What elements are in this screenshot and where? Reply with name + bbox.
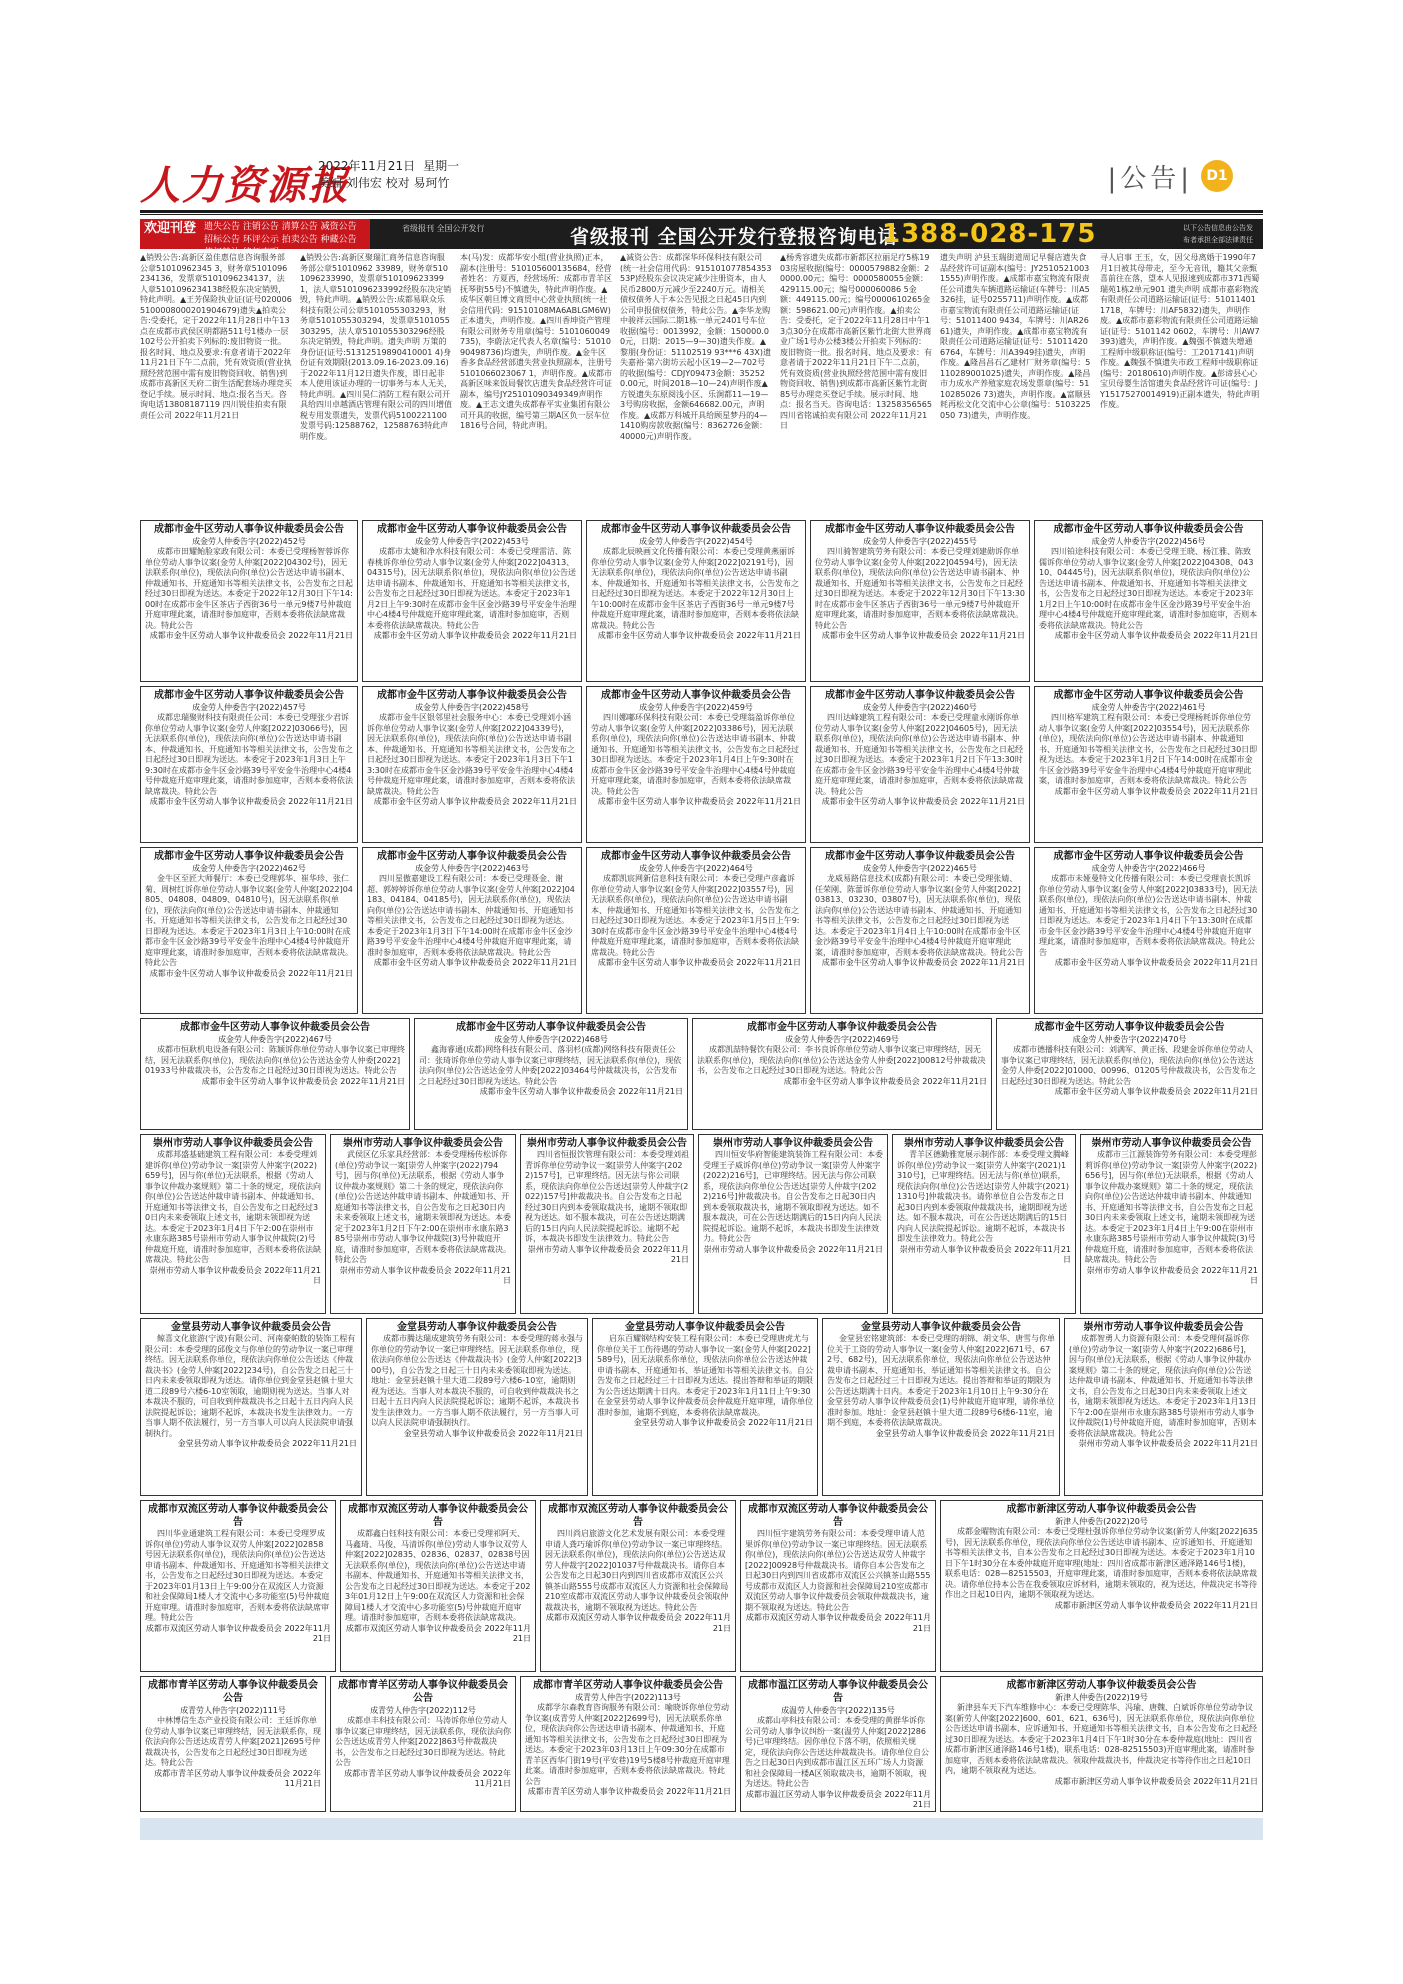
notice-box — [586, 520, 806, 682]
notice-number: 成金劳人仲委告字(2022)457号 — [192, 703, 306, 712]
notice-box — [740, 1676, 936, 1812]
notice-body: 四川星傲嘉建设工程有限公司：本委已受理聂金、谢超、郭婷婷诉你单位劳动人事争议案(金劳人仲案[2022]04183、04184、04185号)，因无法联系你(单位)，现依法向你(单位)公告送达申请书副本、仲裁通知书、开庭通知书等相关法律文书，公告发布之日起经过30日即视为送达。本委定于2023年1月3日下午14:00时在成都市金牛区金沙路39号平安金牛治理中心4楼4号仲裁庭开庭审理此案，请准时参加庭审，否则本委将依法缺席裁决。特此公告 — [367, 874, 575, 957]
notice-title: 成都市金牛区劳动人事争议仲裁委员会公告 — [601, 851, 791, 862]
notice-box — [592, 1318, 818, 1496]
notice-box — [1064, 1318, 1263, 1496]
notice-body: 成都市金牛区银邻里社会服务中心：本委已受理刘小涵诉你单位劳动人事争议案(金劳人仲案[2022]04339号)，因无法联系你(单位)，现依法向你(单位)公告送达申请书副本、仲裁通知书、开庭通知书等相关法律文书，公告发布之日起经过30日即视为送达。本委定于2023年1月3日下午13:30时在成都市金牛区金沙路39号平安金牛治理中心4楼4号仲裁庭开庭审理此案，请准时参加庭审，否则本委将依法缺席裁决。特此公告 — [367, 713, 575, 796]
notice-title: 成都市金牛区劳动人事争议仲裁委员会公告 — [154, 524, 344, 535]
notice-box — [810, 686, 1030, 843]
notice-title: 崇州市劳动人事争议仲裁委员会公告 — [153, 1138, 313, 1149]
notice-body: 四川恒宇建筑劳务有限公司：本委受理申请人范果诉你(单位)劳动争议一案已审理终结。因无法联系你(单位)，现依法向你(单位)公告送达双劳人仲裁字[2022]00928号仲裁裁决书。请你自本公告发布之日起30日内到四川省成都市双流区公兴镇茶山路555号成都市双流区人力资源和社会保障局210室成都市双流区劳动人事争议仲裁委员会领取仲裁裁决书，逾期不领取视为送达。特此公告 — [745, 1529, 931, 1612]
notice-box — [140, 686, 358, 843]
notice-box — [940, 1500, 1263, 1672]
notice-signature: 成都市金牛区劳动人事争议仲裁委员会 2022年11月21日 — [821, 958, 1025, 967]
notice-number: 成金劳人仲委告字(2022)467号 — [218, 1035, 332, 1044]
notice-signature: 崇州市劳动人事争议仲裁委员会 2022年11月21日 — [527, 1244, 689, 1264]
notice-box — [892, 1134, 1076, 1314]
notice-signature: 成都市金牛区劳动人事争议仲裁委员会 2022年11月21日 — [373, 797, 577, 806]
notice-body: 成都邦盛基础建筑工程有限公司：本委受理刘建诉你(单位)劳动争议一案[崇劳人仲案字(2022)659号]，因与你(单位)无法联系，根据《劳动人事争议仲裁办案规则》第二十条的规定，现依法向你(单位)公告送达仲裁申请书副本、仲裁通知书、开庭通知书等法律文书，自公告发布之日起经过30日内未来委领取上述文书，逾期未领即视为送达。本委定于2023年1月4日下午2:00在崇州市永康东路385号崇州市劳动人事争议仲裁院(2)号仲裁庭开庭，请准时参加庭审，否则本委将依法缺席裁决。特此公告 — [145, 1150, 321, 1264]
notice-body: 成都市德播科技有限公司：刘满军、黄正扬、段建金诉你单位劳动人事争议案已审理终结，因无法联系你(单位)，现依法向你(单位)公告送达金劳人仲委[2022]01000、00996、01205号仲裁裁决书，公告发布之日起经过30日即视为送达。特此公告 — [1001, 1045, 1256, 1086]
notice-body: 成都凯宸网新信息科技有限公司：本委已受理卢彦鑫诉你单位劳动人事争议案(金劳人仲案[2022]03557号)，因无法联系你(单位)，现依法向你(单位)公告送达申请书副本、仲裁通知书、开庭通知书等相关法律文书，公告发布之日起经过30日即视为送达。本委定于2023年1月5日上午9:30时在成都市金牛区金沙路39号平安金牛治理中心4楼4号仲裁庭开庭审理此案，请准时参加庭审，否则本委将依法缺席裁决。特此公告 — [591, 874, 800, 957]
notice-body: 四川尚启旅游文化艺术发展有限公司：本委受理申请人龚巧瑜诉你(单位)劳动争议一案已审理终结。因无法联系你(单位)，现依法向你(单位)公告送达双劳人仲裁字[2022]01037号仲裁裁决书。请你自本公告发布之日起30日内到四川省成都市双流区公兴镇茶山路555号成都市双流区人力资源和社会保障局210室成都市双流区劳动人事争议仲裁委员会领取仲裁裁决书，逾期不领取视为送达。特此公告 — [545, 1529, 729, 1612]
banner-kinds: 遗失公告 注销公告 清算公告 减资公告 招标公告 环评公示 拍卖公告 种藏公告 — [204, 222, 357, 245]
banner-small-text: 省级报刊 全国公开发行 — [402, 224, 485, 233]
notice-box — [140, 1676, 326, 1812]
ad-banner — [140, 219, 1263, 249]
notice-signature: 成都市金牛区劳动人事争议仲裁委员会 2022年11月21日 — [597, 631, 801, 640]
notice-title: 金堂县劳动人事争议仲裁委员会公告 — [171, 1322, 331, 1333]
notice-title: 成都市双流区劳动人事争议仲裁委员会公告 — [348, 1504, 528, 1528]
notice-title: 金堂县劳动人事争议仲裁委员会公告 — [397, 1322, 557, 1333]
notice-signature: 成都市青羊区劳动人事争议仲裁委员会 2022年11月21日 — [527, 1787, 731, 1796]
notice-title: 金堂县劳动人事争议仲裁委员会公告 — [625, 1322, 785, 1333]
notice-box — [520, 1134, 694, 1314]
notice-body: 四川格军建筑工程有限公司：本委已受理杨耗诉你单位劳动人事争议案(金劳人仲案[2022]03554号)，因无法联系你(单位)，现依法向你(单位)公告送达申请书副本、仲裁通知书、开庭通知书等相关法律文书，公告发布之日起经过30日即视为送达。本委定于2023年1月2日下午14:00时在成都市金牛区金沙路39号平安金牛治理中心4楼4号仲裁庭开庭审理此案，请准时参加庭审，否则本委将依法缺席裁决。特此公告 — [1039, 713, 1258, 785]
notice-title: 成都市金牛区劳动人事争议仲裁委员会公告 — [1053, 851, 1244, 862]
strip-column: 本(马)发：成都华安小组(营业执照)正本，副本(注册号：510105600135684，经营者姓名：方夏西，经营场所：成都市青羊区抚琴街55号)不慎遗失，特此声明作废。▲成华区朝旦博文商贸中心营业执照(统一社会信用代码：91510108MA6ABLGM6W)正本遗失，声明作废。▲四川香坤资产管理有限公司财务专用章(编号：5101060049 735)，李蔚法定代表人名章(编号：5101090498736)均遗失，声明作废。▲金牛区香多食品经营部遗失营业执照副本，注册号5101066023067 1，声明作废。▲成都市高新区味来饭局餐饮店遗失食品经营许可证副本，编号JY25101090349349声明作废。▲王志文遗失成都春平实业集团有限公司开具的收据，编号第三期A区负一层车位1816号合同，特此声明。 — [460, 253, 612, 430]
notice-number: 成金劳人仲委告字(2022)454号 — [639, 537, 753, 546]
notice-box — [414, 1018, 688, 1130]
notice-body: 成都鑫白钰科技有限公司：本委已受理祁阿天、马鑫琦、马俊、马清诉你(单位)劳动人事争议双劳人仲案[2022]02835、02836、02837、02838号因无法联系你(单位)，现依法向你(单位)公告送达申请书副本、仲裁通知书、开庭通知书等相关法律文书，公告发布之日起经过30日即视为送达。本委定于2023年01月12日上午9:00在双流区人力资源和社会保障局1楼人才交流中心多功能室(5)号仲裁庭开庭审理。请准时参加庭审，否则本委将依法缺席裁决。 — [345, 1529, 531, 1622]
notice-body: 成都市恒耿机电设备有限公司：陈颖诉你单位劳动人事争议案已审理终结，因无法联系你(单位)，现依法向你(单位)公告送达金劳人仲委[2022]01933号仲裁裁决书，公告发布之日起经过30日即视为送达。特此公告 — [145, 1045, 405, 1075]
banner-left-block — [140, 219, 370, 249]
notice-body: 成都市田耀鲐脸家政有限公司：本委已受理杨智蓉诉你单位劳动人事争议案(金劳人仲案[2022]04302号)，因无法联系你(单位)，现依法向你(单位)公告送达申请书副本、仲裁通知书、开庭通知书等相关法律文书，公告发布之日起经过30日即视为送达。本委定于2022年12月30日下午14:00时在成都市金牛区茶店子西街36号一单元9楼7号仲裁庭开庭审理此案，请准时参加庭审，否则本委将依法缺席裁决。特此公告 — [145, 547, 353, 630]
notice-title: 崇州市劳动人事争议仲裁委员会公告 — [904, 1138, 1064, 1149]
notice-number: 成青劳人仲告字(2022)113号 — [575, 1693, 681, 1702]
notice-box — [362, 520, 582, 682]
notice-signature: 成都市青羊区劳动人事争议仲裁委员会 2022年11月21日 — [154, 1768, 321, 1788]
notice-box — [692, 1018, 992, 1130]
notice-title: 成都市金牛区劳动人事争议仲裁委员会公告 — [377, 690, 567, 701]
strip-column: ▲销毁公告:高新区盈佳惠信息咨询服务部公章51010962345 3，财务章5101096234136，发票章5101096234137，法人章5101096234138经股东决定销毁，特此声明。▲王芳保险执业证(证号0200065100008000201904679)遗失▲拍卖公告:受委托，定于2022年11月28日中午13点在成都市武侯区明都路511号1楼办一层102号公开拍卖下列标的:废旧物资一批。报名时间、地点及要求:有意者请于2022年11月21日下午二点前，凭有效资质(营业执照经营范围中需有废旧物资回收、销售)到成都市高新区天府二街生活配套场办理竞买登记手续。展示时间、地点:报名当天。咨询电话13808187119 四川锐佳拍卖有限责任公司 2022年11月21日 — [140, 253, 292, 420]
masthead-rule — [140, 210, 1263, 213]
notice-number: 成金劳人仲委告字(2022)458号 — [415, 703, 529, 712]
notice-body: 四川恒安华府智能建筑装饰工程有限公司：本委受理王子威诉你(单位)劳动争议一案[崇劳人仲案字(2022)216号]，已审理终结。因无法与你公司联系，现依法向你单位公告送达[崇劳人仲裁字(2022)216号]仲裁裁决书。自公告发布之日起30日内到本委领取裁决书，逾期不领取即视为送达。如不服本裁决，可在公告送达期满后的15日内向人民法院提起诉讼。逾期不起诉，本裁决书即发生法律效力。特此公告 — [703, 1150, 883, 1243]
notice-box — [362, 686, 582, 843]
notice-title: 崇州市劳动人事争议仲裁委员会公告 — [343, 1138, 503, 1149]
notice-box — [586, 686, 806, 843]
notice-box — [940, 1676, 1263, 1812]
notice-box — [822, 1318, 1060, 1496]
notice-title: 成都市新津区劳动人事争议仲裁委员会公告 — [1006, 1680, 1197, 1691]
notice-signature: 金堂县劳动人事争议仲裁委员会 2022年11月21日 — [633, 1418, 813, 1427]
notice-signature: 成都市新津区劳动人事争议仲裁委员会 2022年11月21日 — [1054, 1776, 1258, 1786]
strip-column: 遗失声明 泸县玉瑞街道周记早餐店遗失食品经营许可证副本(编号：JY25105210031555)声明作废。▲成都市嘉宝物流有限责任公司遗失车辆道路运输证(车牌号：川A5326挂，证号0255711)声明作废。▲成都市嘉宝物流有限责任公司道路运输证(证号：51011400 9434，车牌号：川AR2661)遗失，声明作废。▲成都市嘉宝物流有限责任公司道路运输证(证号：51011420 6764，车牌号：川A3949挂)遗失，声明作废。▲隆昌昌石乙建材厂财务章(编号：5110289001025)遗失，声明作废。▲隆昌市力成水产养殖家庭农场发票章(编号：5110285026 73)遗失，声明作废。▲富顺县耗再松文化交流中心公章(编号：5103225050 73)遗失，声明作废。 — [940, 253, 1091, 420]
notice-signature: 成都市金牛区劳动人事争议仲裁委员会 2022年11月21日 — [373, 631, 577, 640]
notice-body: 成都市三江源装饰劳务有限公司：本委受理彭莉诉你(单位)劳动争议一案[崇劳人仲案字(2022)656号]，因与你(单位)无法联系，根据《劳动人事争议仲裁办案规则》第二十条的规定，现依法向你(单位)公告送达仲裁申请书副本、仲裁通知书、开庭通知书等法律文书，自公告发布之日起30日内未来委领取上述文书，逾期未领即视为送达。本委定于2023年1月4日上午9:00在崇州市永康东路385号崇州市劳动人事争议仲裁院(3)号仲裁庭开庭，请准时参加庭审，否则本委将依法缺席裁决。特此公告 — [1085, 1150, 1257, 1264]
notice-body: 四川娜嘟环保科技有限公司：本委已受理翁盈诉你单位劳动人事争议案(金劳人仲案[2022]03386号)，因无法联系你(单位)，现依法向你(单位)公告送达申请书副本、仲裁通知书、开庭通知书等相关法律文书，公告发布之日起经过30日即视为送达。本委定于2023年1月4日上午9:30时在成都市金牛区金沙路39号平安金牛治理中心4楼4号仲裁庭开庭审理此案，请准时参加庭审，否则本委将依法缺席裁决。特此公告 — [591, 713, 799, 796]
notice-signature: 成都市金牛区劳动人事争议仲裁委员会 2022年11月21日 — [597, 958, 801, 967]
notice-signature: 成都市双流区劳动人事争议仲裁委员会 2022年11月21日 — [745, 1613, 931, 1633]
notice-number: 成金劳人仲委告字(2022)455号 — [863, 537, 977, 546]
notice-body: 新津县车天下汽车维修中心：本委已受理陈华、冯瑜、唐魏、白斌诉你单位劳动争议案(新劳人仲案[2022]600、601、621、636号)，因无法联系你单位，现依法向你单位公告送达申请书副本、应诉通知书、开庭通知书等相关法律文书，自本公告发布之日起经过30日即视为送达。本委定于2023年1月4日下午1时30分在本委仲裁庭(地址：四川省成都市新津区通泽路146号1楼)，联系电话：028-82515503)开庭审理此案，请准时参加庭审，否则本委将依法缺席裁决。领取仲裁裁决书，仲裁决定书等待作出之日起10日内，逾期不领取视为送达。 — [945, 1703, 1257, 1775]
banner-main-text: 省级报刊 全国公开发行登报咨询电话 — [570, 226, 898, 248]
notice-body: 青羊区德勤雅宽展示制作部：本委受理文腾峰诉你(单位)劳动争议一案[崇劳人仲案字(2021)1310号]，已审理终结。因无法与你(单位)联系，现依法向你(单位)公告送达[崇劳人仲裁字(2021)1310号]仲裁裁决书。请你单位自公告发布之日起30日内到本委领取仲裁裁决书，逾期即视为送达。如不服本裁决，可在公告送达期满后的15日内向人民法院提起诉讼。逾期不起诉，本裁决书即发生法律效力。特此公告 — [897, 1150, 1069, 1243]
notice-number: 成温劳人仲委告字(2022)135号 — [781, 1706, 895, 1715]
banner-title: 欢迎刊登 — [144, 221, 197, 236]
notice-box — [362, 847, 582, 1014]
notice-title: 成都市金牛区劳动人事争议仲裁委员会公告 — [180, 1022, 370, 1033]
notice-body: 启东百耀钢结构安装工程有限公司：本委已受理唐虎尤与你单位关于工伤待遇的劳动人事争议一案(金劳人仲案[2022]589号)，因无法联系你单位，现依法向你单位公告送达仲裁申请书副本、开庭通知书、举证通知书等相关法律文书。自公告发布之日起经过三十日即视为送达。提出答辩和举证的期限为公告送达期满十日内。本委定于2023年1月11日上午9:30在金堂县劳动人事争议仲裁委员会仲裁庭开庭审理，请你单位准时参加，逾期不到庭，本委将依法缺席裁决。 — [597, 1334, 813, 1417]
notice-number: 成青劳人仲告字(2022)112号 — [370, 1706, 476, 1715]
strip-column: ▲销毁公告:高新区聚瑞汇商务信息咨询服务部公章51010962 33989，财务章5101096233990，发票章5101096233991，法人章5101096233992经股东决定销毁，特此声明。▲销毁公告:成都易联众乐科技有限公司公章5101055303293，财务章5101055303294，发票章5101055303295，法人章5101055303296经股东决定销毁，特此声明。遗失声明 万策的身份证(证号:51312519890410001 4)身份证有效期限(2013.09.16-2023.09.16)于2022年11月12日遗失作废，即日起非本人使用该证办理的一切事务与本人无关，特此声明。▲四川昊仁消防工程有限公司开具给四川卓越酒店管理有限公司的四川增值税专用发票遗失，发票代码5100221100发票号码:12588762，12588763特此声明作废。 — [300, 253, 452, 441]
notice-signature: 成都市双流区劳动人事争议仲裁委员会 2022年11月21日 — [345, 1623, 531, 1643]
notice-number: 成金劳人仲委告字(2022)470号 — [1072, 1035, 1187, 1044]
notice-signature: 成都市金牛区劳动人事争议仲裁委员会 2022年11月21日 — [149, 797, 353, 806]
notice-signature: 崇州市劳动人事争议仲裁委员会 2022年11月21日 — [149, 1265, 321, 1285]
notice-number: 成金劳人仲委告字(2022)461号 — [1091, 703, 1206, 712]
strip-column: 寻人启事 王玉，女，因父母离婚于1990年7月1日被其母带走，至今无音讯，籍其父亲甄喜前往在落，望本人见报速到成都市371西蜀瑞苑1栋2单元901 遗失声明 成都市嘉彩物流有限责任公司道路运输证(证号：51011401 1718，车牌号：川AF5832)遗失，声明作废。▲成都市嘉彩物流有限责任公司道路运输证(证号：5101142 0602，车牌号：川AW7393)遗失，声明作废。▲魏强不慎遗失增通工程师中级职称证(编号：工2017141)声明作废。▲魏强不慎遗失市政工程师中级职称证(编号：20180610)声明作废。▲彭谛县心心宝贝母婴生活馆遗失食品经营许可证(编号：JY15175270014919)正副本遗失，特此声明作废。 — [1100, 253, 1260, 409]
notice-title: 成都市金牛区劳动人事争议仲裁委员会公告 — [825, 690, 1015, 701]
notice-number: 新津人仲委告(2022)20号 — [1055, 1517, 1148, 1526]
notice-box — [698, 1134, 888, 1314]
notice-body: 鲸喜文化旅游(宁波)有限公司、河南豪帕数的装饰工程有限公司：本委受理的邱俊文与你单位的劳动争议一案已审理终结。因无法联系你单位，现依法向你单位公告送达《仲裁裁决书》(金劳人仲案[2022]234号)，自公告发之日起三十日内未来委领取即视为送达。请你单位到金堂县赵镇十里大道二段89号六楼6-10室领取，逾期则视为送达。当事人对本裁决不服的，可自收到仲裁裁决书之日起十五日内向人民法院提起诉讼；逾期不起诉，本裁决书发生法律效力。一方当事人期不依法履行，另一方当事人可以向人民法院申请强制执行。 — [145, 1334, 356, 1438]
notice-number: 成金劳人仲委告字(2022)468号 — [494, 1035, 608, 1044]
notice-body: 鑫海睿通(成都)网络科技有限公司、落羽杉(成都)网络科技有限责任公司：张琦诉你单位劳动人事争议案已审理终结，因无法联系你(单位)，现依法向你(单位)公告送达金劳人仲委[2022]03464号仲裁裁决书，公告发布之日起经过30日即视为送达。特此公告 — [419, 1045, 682, 1086]
notice-signature: 成都市温江区劳动人事争议仲裁委员会 2022年11月21日 — [745, 1789, 931, 1809]
notice-box — [140, 1318, 362, 1496]
notice-number: 新津人仲委告(2022)19号 — [1055, 1693, 1148, 1702]
notice-title: 成都市双流区劳动人事争议仲裁委员会公告 — [748, 1504, 928, 1528]
notice-title: 成都市金牛区劳动人事争议仲裁委员会公告 — [1053, 690, 1244, 701]
notice-box — [810, 520, 1030, 682]
notice-number: 成金劳人仲委告字(2022)453号 — [415, 537, 529, 546]
notice-title: 成都市金牛区劳动人事争议仲裁委员会公告 — [154, 690, 344, 701]
notice-box — [140, 1134, 326, 1314]
issue-info — [318, 158, 467, 192]
notice-signature: 成都市金牛区劳动人事争议仲裁委员会 2022年11月21日 — [1054, 786, 1258, 796]
notice-body: 武侯区亿乐家具经营部：本委受理杨传松诉你(单位)劳动争议一案[崇劳人仲案字(2022)794号]，因与你(单位)无法联系，根据《劳动人事争议仲裁办案规则》第二十条的规定，现依法向你(单位)公告送达仲裁申请书副本、仲裁通知书、开庭通知书等法律文书，自公告发布之日起30日内未来委领取上述文书，逾期未领即视为送达。本委定于2023年1月2日下午2:00在崇州市永康东路385号崇州市劳动人事争议仲裁院(3)号仲裁庭开庭，请准时参加庭审，否则本委将依法缺席裁决。特此公告 — [335, 1150, 511, 1264]
notice-title: 崇州市劳动人事争议仲裁委员会公告 — [1091, 1138, 1252, 1149]
notice-signature: 成都市金牛区劳动人事争议仲裁委员会 2022年11月21日 — [149, 968, 353, 978]
notice-box — [540, 1500, 736, 1672]
notice-box — [366, 1318, 588, 1496]
notice-number: 成金劳人仲委告字(2022)460号 — [863, 703, 977, 712]
notice-title: 成都市金牛区劳动人事争议仲裁委员会公告 — [601, 524, 791, 535]
notice-box — [140, 1500, 336, 1672]
notice-body: 成都学尔森教育咨询服务有限公司：喻晓诉你单位劳动争议案(成青劳人仲案[2022]2699号)，因无法联系你单位，现依法向你公告送达申请书副本、仲裁通知书、开庭通知书等相关法律文书，公告发布之日起经过30日即视为送达。本委定于2023年03月13日上午09:30分在成都市青羊区西华门街19号(平安巷)19号5楼8号仲裁庭开庭审理此案。请准时参加庭审，否则本委将依法缺席裁决。特此公告 — [525, 1703, 730, 1786]
masthead-rule-thin — [140, 214, 1263, 215]
notice-signature: 成都市金牛区劳动人事争议仲裁委员会 2022年11月21日 — [149, 631, 353, 640]
notice-body: 成都市太婕和净水科技有限公司：本委已受理雷洁、陈春桃诉你单位劳动人事争议案(金劳人仲案[2022]04313、04315号)，因无法联系你(单位)，现依法向你(单位)公告送达申请书副本、仲裁通知书、开庭通知书等相关法律文书，公告发布之日起经过30日即视为送达。本委定于2023年1月2日上午9:30时在成都市金牛区金沙路39号平安金牛治理中心4楼4号仲裁庭开庭审理此案，请准时参加庭审，否则本委将依法缺席裁决。特此公告 — [367, 547, 577, 630]
notice-body: 成都智勇人力资源有限公司：本委受理何磊诉你(单位)劳动争议一案[崇劳人仲案字(2022)686号]，因与你(单位)无法联系，根据《劳动人事争议仲裁办案规则》第二十条的规定，现依法向你(单位)公告送达仲裁申请书副本、仲裁通知书、开庭通知书等法律文书，自公告发布之日起30日内未来委领取上述文书，逾期未领即视为送达。本委定于2023年1月13日下午2:00在崇州市永康东路385号崇州市劳动人事争议仲裁院(1)号仲裁庭开庭，请准时参加庭审，否则本委将依法缺席裁决。特此公告 — [1069, 1334, 1257, 1438]
notice-body: 成都凯喆特餐饮有限公司：李书良诉你单位劳动人事争议案已审理终结，因无法联系你(单位)，现依法向你(单位)公告送达金劳人仲委[2022]00812号仲裁裁决书，公告发布之日起经过30日即视为送达。特此公告 — [697, 1045, 986, 1075]
banner-right-text: 以下公告信息由公告发布者承担全部法律责任 — [1183, 224, 1253, 244]
notice-title: 成都市金牛区劳动人事争议仲裁委员会公告 — [154, 851, 344, 862]
editors-line: 美编 刘伟宏 校对 易珂竹 — [318, 176, 450, 190]
strip-column: ▲杨秀容遗失成都市新都区拉丽足疗5栋1903房屋收据(编号：0000579882金额：20000.00元；编号：0000580055金额：429115.00元；编号000060086 5金额：449115.00元；编号0000610265金额：598621.00元)声明作废。▲拍卖公告：受委托，定于2022年11月28日中午13点30分在成都市高新区紫竹北街大世界商业广场1号办公楼3楼公开拍卖下列标的：废旧物资一批。报名时间、地点及要求：有意者请于2022年11月21日下午二点前，凭有效资质(营业执照经营范围中需有废旧物资回收、销售)到成都市高新区紫竹北街85号办理竞买登记手续。展示时间、地点：报名当天。咨询电话：13258356565 四川省铭诚拍卖有限公司 2022年11月21日 — [780, 253, 932, 430]
notice-signature: 成都市金牛区劳动人事争议仲裁委员会 2022年11月21日 — [821, 797, 1025, 806]
notice-box — [330, 1676, 516, 1812]
notice-body: 四川华业通建筑工程有限公司：本委已受理罗成诉你(单位)劳动人事争议双劳人仲案[2022]02858号因无法联系你(单位)，现依法向你(单位)公告送达申请书副本、仲裁通知书、开庭通知书等相关法律文书，公告发布之日起经过30日即视为送达。本委定于2023年01月13日上午9:00分在双流区人力资源和社会保障局1楼人才交流中心多功能室(5)号仲裁庭开庭审理。请准时参加庭审，否则本委将依法缺席审理。特此公告 — [145, 1529, 330, 1622]
notice-box — [1034, 847, 1263, 1014]
notice-box — [996, 1018, 1263, 1130]
notice-signature: 成都市金牛区劳动人事争议仲裁委员会 2022年11月21日 — [1054, 958, 1258, 967]
notice-box — [1080, 1134, 1263, 1314]
notice-title: 成都市青羊区劳动人事争议仲裁委员会公告 — [148, 1680, 318, 1704]
notice-box — [340, 1500, 536, 1672]
notice-signature: 成都市金牛区劳动人事争议仲裁委员会 2022年11月21日 — [1054, 1087, 1258, 1096]
notice-signature: 崇州市劳动人事争议仲裁委员会 2022年11月21日 — [339, 1265, 511, 1285]
notice-title: 成都市金牛区劳动人事争议仲裁委员会公告 — [456, 1022, 646, 1033]
notice-box — [140, 520, 358, 682]
notice-title: 成都市双流区劳动人事争议仲裁委员会公告 — [548, 1504, 728, 1528]
notice-signature: 成都市金牛区劳动人事争议仲裁委员会 2022年11月21日 — [1054, 631, 1258, 640]
notice-body: 金堂县宏铭建筑部：本委已受理的胡锦、胡文华、唐雪与你单位关于工资的劳动人事争议一案(金劳人仲案[2022]671号、672号、682号)，因无法联系你单位，现依法向你单位公告送达仲裁申请书副本、开庭通知书、举证通知书等相关法律文书。自公告发布之日起经过三十日即视为送达。提出答辩和举证的期限为公告送达期满十日内。本委定于2023年1月10日上午9:30分在金堂县劳动人事争议仲裁委员会(1)号仲裁庭开庭审理，请你单位准时参加。地址：金堂县赵镇十里大道二段89号6楼6-11室，逾期不到庭，本委将依法缺席裁决。 — [827, 1334, 1055, 1427]
notice-number: 成金劳人仲委告字(2022)465号 — [863, 864, 977, 873]
notice-signature: 成都市金牛区劳动人事争议仲裁委员会 2022年11月21日 — [201, 1076, 405, 1086]
notice-box — [740, 1500, 936, 1672]
notice-box — [140, 1018, 410, 1130]
banner-phone: 1388-028-175 — [882, 219, 1097, 249]
notice-signature: 成都市双流区劳动人事争议仲裁委员会 2022年11月21日 — [145, 1623, 331, 1643]
issue-weekday: 星期一 — [423, 159, 460, 173]
notice-body: 中林博信生态产业投资有限公司：王廷诉你单位劳动人事争议案已审理终结，因无法联系你，现依法向你公告送达成青劳人仲案[2021]2695号仲裁裁决书，公告发布之日起经过30日即视为送达。特此公告 — [145, 1716, 321, 1767]
notice-title: 崇州市劳动人事争议仲裁委员会公告 — [527, 1138, 687, 1149]
notice-body: 成都金曜物流有限公司：本委已受理杜强诉你单位劳动争议案(新劳人仲案[2022]635号)，因无法联系你单位，现依法向你单位公告送达申请书副本、应诉通知书、开庭通知书等相关法律文书，自本公告发布之日起经过30日即视为送达。本委定于2023年1月10日下午1时30分在本委仲裁庭开庭审理(地址：四川省成都市新津区通泽路146号1楼)，联系电话：028—82515503，开庭审理此案，请准时参加庭审，否则本委将依法缺席裁决。请你单位持本公告在我委领取应诉材料，逾期未领取的，视为送达，仲裁决定书等待作出之日起10日内，逾期不领取视为送达。 — [945, 1527, 1258, 1599]
newspaper-logo: 人力资源报 — [140, 162, 350, 209]
notice-body: 成都市未娅曼特文化传播有限公司：本委已受理袁长凯诉你单位劳动人事争议案(金劳人仲案[2022]03833号)，因无法联系你(单位)，现依法向你(单位)公告送达申请书副本、仲裁通知书、开庭通知书等相关法律文书，公告发布之日起经过30日即视为送达。本委定于2023年1月4日下午13:30时在成都市金牛区金沙路39号平安金牛治理中心4楼4号仲裁庭开庭审理此案，请准时参加庭审，否则本委将依法缺席裁决。特此公告 — [1039, 874, 1258, 957]
notice-signature: 成都市金牛区劳动人事争议仲裁委员会 2022年11月21日 — [373, 958, 577, 967]
notice-box — [586, 847, 806, 1014]
notice-body: 四川铂途科技有限公司：本委已受理王晓、杨江雅、陈致儒诉你单位劳动人事争议案(金劳人仲案[2022]04308、04310、04445号)，因无法联系你(单位)，现依法向你(单位)公告送达申请书副本、仲裁通知书、开庭通知书等相关法律文书，公告发布之日起经过30日即视为送达。本委定于2023年1月2日上午10:00时在成都市金牛区金沙路39号平安金牛治理中心4楼4号仲裁庭开庭审理此案，请准时参加庭审，否则本委将依法缺席裁决。特此公告 — [1039, 547, 1258, 630]
notice-title: 金堂县劳动人事争议仲裁委员会公告 — [861, 1322, 1021, 1333]
notice-body: 四川达峰建筑工程有限公司：本委已受理童永刚诉你单位劳动人事争议案(金劳人仲案[2022]04605号)，因无法联系你(单位)，现依法向你(单位)公告送达申请书副本、仲裁通知书、开庭通知书等相关法律文书，公告发布之日起经过30日即视为送达。本委定于2023年1月2日下午13:30时在成都市金牛区金沙路39号平安金牛治理中心4楼4号仲裁庭开庭审理此案，请准时参加庭审，否则本委将依法缺席裁决。特此公告 — [815, 713, 1023, 796]
notice-body: 成都忠瑞聚财科技有限责任公司：本委已受理张少君诉你单位劳动人事争议案(金劳人仲案[2022]03066号)，因无法联系你(单位)，现依法向你(单位)公告送达申请书副本、仲裁通知书、开庭通知书等相关法律文书，公告发布之日起经过30日即视为送达。本委定于2023年1月3日上午9:30时在成都市金牛区金沙路39号平安金牛治理中心4楼4号仲裁庭开庭审理此案，请准时参加庭审，否则本委将依法缺席裁决。特此公告 — [145, 713, 353, 796]
notice-number: 成金劳人仲委告字(2022)469号 — [785, 1035, 899, 1044]
notice-box — [520, 1676, 736, 1812]
notice-signature: 金堂县劳动人事争议仲裁委员会 2022年11月21日 — [177, 1439, 357, 1448]
notice-signature: 崇州市劳动人事争议仲裁委员会 2022年11月21日 — [1078, 1439, 1258, 1448]
notice-title: 成都市金牛区劳动人事争议仲裁委员会公告 — [1053, 524, 1244, 535]
footer-band — [140, 1818, 1263, 1840]
notice-signature: 成都市双流区劳动人事争议仲裁委员会 2022年11月21日 — [545, 1613, 731, 1633]
notice-signature: 崇州市劳动人事争议仲裁委员会 2022年11月21日 — [703, 1244, 883, 1254]
notice-signature: 成都市金牛区劳动人事争议仲裁委员会 2022年11月21日 — [821, 631, 1025, 640]
notice-signature: 成都市金牛区劳动人事争议仲裁委员会 2022年11月21日 — [597, 797, 801, 806]
notice-number: 成金劳人仲委告字(2022)462号 — [192, 864, 306, 873]
notice-signature: 金堂县劳动人事争议仲裁委员会 2022年11月21日 — [875, 1428, 1055, 1438]
notice-title: 成都市温江区劳动人事争议仲裁委员会公告 — [748, 1680, 928, 1704]
notice-title: 成都市金牛区劳动人事争议仲裁委员会公告 — [377, 524, 567, 535]
notice-box — [810, 847, 1030, 1014]
notice-title: 崇州市劳动人事争议仲裁委员会公告 — [1083, 1322, 1244, 1333]
notice-body: 成都北辰映画文化传播有限公司：本委已受理黄燕丽诉你单位劳动人事争议案(金劳人仲案[2022]02191号)，因无法联系你(单位)，现依法向你(单位)公告送达申请书副本、仲裁通知书、开庭通知书等相关法律文书，公告发布之日起经过30日即视为送达。本委定于2022年12月30日上午10:00时在成都市金牛区茶店子西街36号一单元9楼7号仲裁庭开庭审理此案，请准时参加庭审，否则本委将依法缺席裁决。特此公告 — [591, 547, 799, 630]
issue-date: 2022年11月21日 — [318, 159, 416, 173]
notice-number: 成金劳人仲委告字(2022)452号 — [192, 537, 306, 546]
notice-number: 成金劳人仲委告字(2022)459号 — [639, 703, 753, 712]
notice-body: 四川省恒报饮管理有限公司：本委受理刘祖青诉你单位劳动争议一案[崇劳人仲案字(2022)157号]，已审理终结。因无法与你公司联系，现依法向你单位公告送达[崇劳人仲裁字(2022)157号]仲裁裁决书。自公告发布之日起经过30日内到本委领取裁决书，逾期不领取即视为送达。如不服本裁决，可在公告送达期满后的15日内向人民法院提起诉讼。逾期不起诉，本裁决书即发生法律效力。特此公告 — [525, 1150, 689, 1243]
notice-box — [330, 1134, 516, 1314]
notice-title: 成都市金牛区劳动人事争议仲裁委员会公告 — [825, 524, 1015, 535]
notice-body: 成都山亭科技有限公司：本委受理的黄群华诉你公司劳动人事争议纠纷一案(温劳人仲案[2022]286号)已审理终结。因你单位下落不明，依照相关规定，现依法向你公告送达仲裁裁决书。请你单位自公告之日起30日内到成都市温江区五环广场人力资源和社会保障局一楼A区领取裁决书，逾期不领取，视为送达。特此公告 — [745, 1716, 929, 1788]
notice-body: 龙威易路信息技术(成都)有限公司：本委已受理张婧、任荣刚、陈蕾诉你单位劳动人事争议案(金劳人仲案[2022]03813、03230、03807号)，因无法联系你(单位)，现依法向你(单位)公告送达申请书副本、仲裁通知书、开庭通知书等相关法律文书，公告发布之日起经过30日即视为送达。本委定于2023年1月4日上午10:00时在成都市金牛区金沙路39号平安金牛治理中心4楼4号仲裁庭开庭审理此案，请准时参加庭审，否则本委将依法缺席裁决。特此公告 — [815, 874, 1023, 957]
notice-number: 成金劳人仲委告字(2022)463号 — [415, 864, 529, 873]
notice-box — [1034, 686, 1263, 843]
notice-number: 成金劳人仲委告字(2022)464号 — [639, 864, 753, 873]
strip-column: ▲减资公告：成都深华环保科技有限公司(统一社会信用代码：91510107785435353P)经股东会议决定减少注册资本，由人民币2800万元减少至2240万元。请相关债权债务人于本公告见报之日起45日内到公司申报债权债务，特此公告。▲李华龙购中骏祥云国际二期1栋一单元2401号车位收据(编号：0013992，金额：150000.00元，日期：2015—9—30)遗失作废。▲黎朋(身份证：51102519 93***6 43X)遗失嘉裕·第六街坊云起小区19—2—702号的收据(编号：CDJY09473金额：352520.00元，时间2018—10—24)声明作废▲方锐遗失东原阅浅小区、乐涧都11—19—3号购房收据，金额646682.00元，声明作废。▲成都万科城开具给顾星梦丹的4—1410购房款收据(编号：8362726金额：40000元)声明作废。 — [620, 253, 772, 441]
notice-title: 成都市金牛区劳动人事争议仲裁委员会公告 — [825, 851, 1015, 862]
notice-signature: 成都市青羊区劳动人事争议仲裁委员会 2022年11月21日 — [344, 1768, 511, 1788]
notice-title: 成都市新津区劳动人事争议仲裁委员会公告 — [1006, 1504, 1197, 1515]
notice-title: 成都市青羊区劳动人事争议仲裁委员会公告 — [338, 1680, 508, 1704]
notice-signature: 金堂县劳动人事争议仲裁委员会 2022年11月21日 — [403, 1428, 583, 1438]
notice-signature: 成都市新津区劳动人事争议仲裁委员会 2022年11月21日 — [1054, 1600, 1258, 1610]
notice-title: 成都市金牛区劳动人事争议仲裁委员会公告 — [1034, 1022, 1225, 1033]
notice-box — [1034, 520, 1263, 682]
notice-number: 成金劳人仲委告字(2022)456号 — [1091, 537, 1206, 546]
notice-signature: 成都市金牛区劳动人事争议仲裁委员会 2022年11月21日 — [479, 1087, 683, 1096]
page-number-badge: D1 — [1201, 160, 1233, 192]
notice-box — [140, 847, 358, 1014]
notice-body: 成都卓丰科技有限公司：马涛诉你单位劳动人事争议案已审理终结，因无法联系你，现依法向你公告送达成青劳人仲案[2022]863号仲裁裁决书，公告发布之日起经过30日即视为送达。特此公告 — [335, 1716, 511, 1767]
notice-signature: 成都市金牛区劳动人事争议仲裁委员会 2022年11月21日 — [783, 1076, 987, 1086]
notice-number: 成金劳人仲委告字(2022)466号 — [1091, 864, 1206, 873]
masthead — [140, 150, 1263, 212]
notice-title: 成都市青羊区劳动人事争议仲裁委员会公告 — [533, 1680, 723, 1691]
section-title: |公告| — [1107, 164, 1193, 194]
notice-title: 成都市金牛区劳动人事争议仲裁委员会公告 — [601, 690, 791, 701]
notice-number: 成青劳人仲告字(2022)111号 — [180, 1706, 286, 1715]
notice-title: 崇州市劳动人事争议仲裁委员会公告 — [713, 1138, 873, 1149]
notice-title: 成都市双流区劳动人事争议仲裁委员会公告 — [148, 1504, 328, 1528]
notice-body: 成都市腾达瑞成建筑劳务有限公司：本委受理的蒋永强与你单位的劳动争议一案已审理终结。因无法联系你单位，现依法向你单位公告送达《仲裁裁决书》(金劳人仲案[2022]300号)，自公告发之日起三十日内未来委领取即视为送达。地址：金堂县赵镇十里大道二段89号六楼6-10室，逾期则视为送达。当事人对本裁决不服的，可自收到仲裁裁决书之日起十五日内向人民法院提起诉讼；逾期不起诉，本裁决书发生法律效力。一方当事人期不依法履行，另一方当事人可以向人民法院申请强制执行。 — [371, 1334, 583, 1427]
notice-signature: 崇州市劳动人事争议仲裁委员会 2022年11月21日 — [899, 1244, 1071, 1264]
notice-title: 成都市金牛区劳动人事争议仲裁委员会公告 — [747, 1022, 937, 1033]
notice-body: 四川骑智建筑劳务有限公司：本委已受理刘建勋诉你单位劳动人事争议案(金劳人仲案[2022]04594号)，因无法联系你(单位)，现依法向你(单位)公告送达申请书副本、仲裁通知书、开庭通知书等相关法律文书，公告发布之日起经过30日即视为送达。本委定于2022年12月30日下午13:30时在成都市金牛区茶店子西街36号一单元9楼7号仲裁庭开庭审理此案，请准时参加庭审，否则本委将依法缺席裁决。特此公告 — [815, 547, 1025, 630]
notice-body: 金牛区至匠大师餐厅：本委已受理郭华、崔华珍、张仁菊、周树红诉你单位劳动人事争议案(金劳人仲案[2022]04805、04808、04809、04810号)，因无法联系你(单位)，现依法向你(单位)公告送达申请书副本、仲裁通知书、开庭通知书等相关法律文书，公告发布之日起经过30日即视为送达。本委定于2023年1月3日上午10:00时在成都市金牛区金沙路39号平安金牛治理中心4楼4号仲裁庭开庭审理此案，请准时参加庭审，否则本委将依法缺席裁决。特此公告 — [145, 874, 353, 967]
notice-title: 成都市金牛区劳动人事争议仲裁委员会公告 — [377, 851, 567, 862]
notice-signature: 崇州市劳动人事争议仲裁委员会 2022年11月21日 — [1086, 1265, 1258, 1285]
